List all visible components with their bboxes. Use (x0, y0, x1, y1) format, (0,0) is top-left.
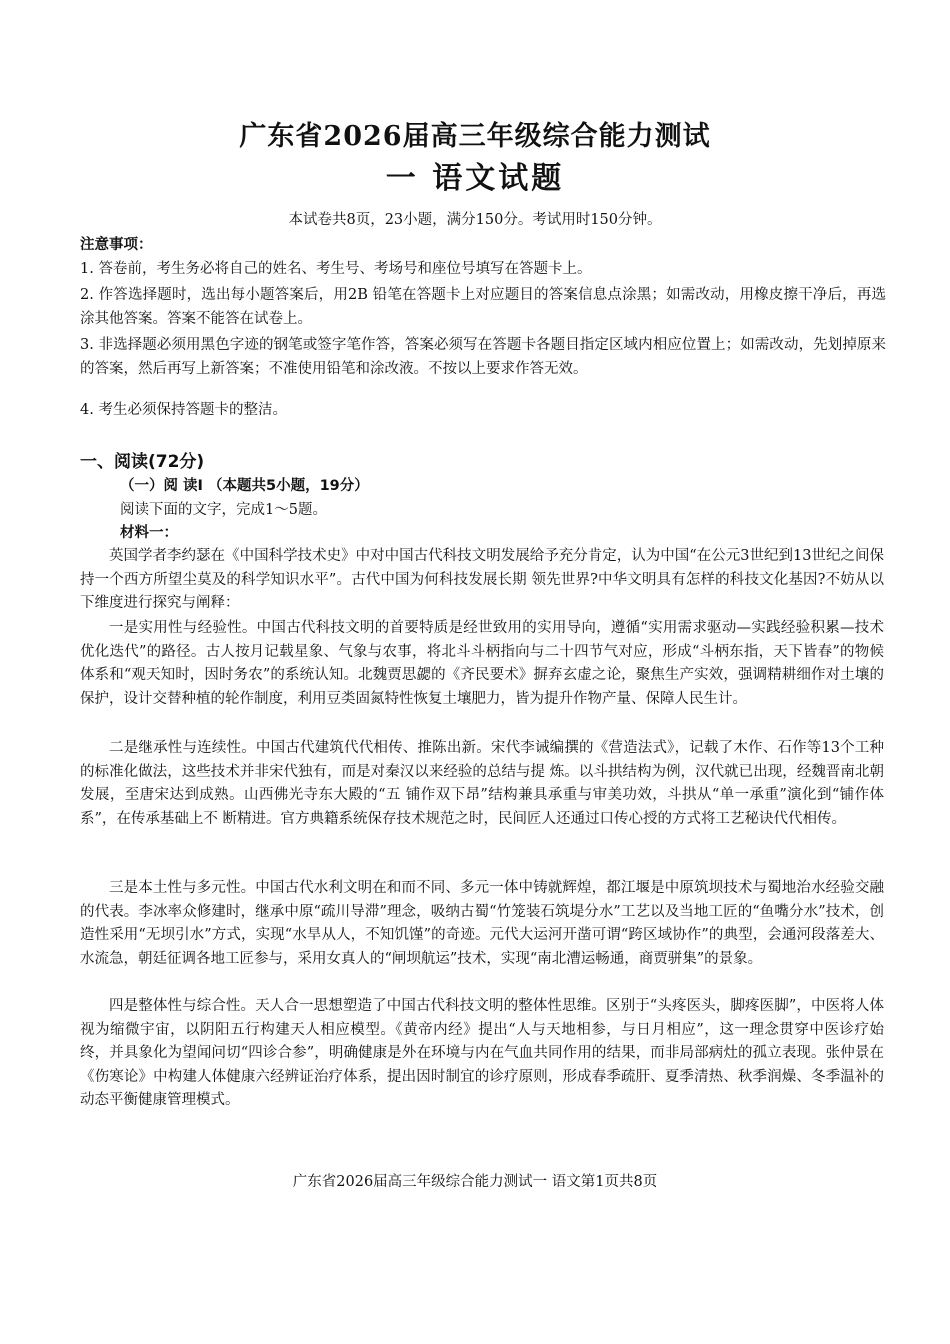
passage-paragraph: 一是实用性与经验性。中国古代科技文明的首要特质是经世致用的实用导向，遵循“实用需求驱动—实践经验积累—技术优化迭代”的路径。古人按月记载星象、气象与农事，将北斗斗柄指向与二十四节气对应，形成“斗柄东指，天下皆春”的物候体系和“观天知时，因时务农”的系统认知。北魏贾思勰的《齐民要术》摒弃玄虚之论，聚焦生产实效，强调精耕细作对土壤的保护，设计交替种植的轮作制度，利用豆类固氮特性恢复土壤肥力，皆为提升作物产量、保障人民生计。 (80, 620, 884, 707)
exam-title: 广东省2026届高三年级综合能力测试 (239, 121, 711, 152)
passage-paragraph: 英国学者李约瑟在《中国科学技术史》中对中国古代科技文明发展给予充分肯定，认为中国“在公元3世纪到13世纪之间保持一个西方所望尘莫及的科学知识水平”。古代中国为何科技发展长期 领先世界?中华文明具有怎样的科技文化基因?不妨从以下维度进行探究与阐释： (80, 548, 884, 612)
section-heading: 一、阅读(72分) (80, 452, 205, 472)
exam-subject-title: 一 语文试题 (385, 161, 565, 196)
instruction-text: 阅读下面的文字，完成1～5题。 (120, 502, 327, 518)
passage-paragraph: 二是继承性与连续性。中国古代建筑代代相传、推陈出新。宋代李诫编撰的《营造法式》，记载了木作、石作等13个工种的标准化做法，这些技术并非宋代独有，而是对秦汉以来经验的总结与提 炼。以斗拱结构为例，汉代就已出现，经魏晋南北朝发展，至唐宋达到成熟。山西佛光寺东大殿的“五 铺作双下昂”结构兼具承重与审美功效，斗拱从“单一承重”演化到“铺作体系”，在传承基础上不 断精进。官方典籍系统保存技术规范之时，民间匠人还通过口传心授的方式将工艺秘诀代代相传。 (80, 740, 884, 827)
notice-item: 3. 非选择题必须用黑色字迹的钢笔或签字笔作答，答案必须写在答题卡各题目指定区域内相应位置上；如需改动，先划掉原来的答案，然后再写上新答案；不准使用铅笔和涂改液。不按以上要求作答无效。 (80, 337, 886, 377)
passage-paragraph: 四是整体性与综合性。天人合一思想塑造了中国古代科技文明的整体性思维。区别于“头疼医头，脚疼医脚”，中医将人体视为缩微宇宙，以阴阳五行构建天人相应模型。《黄帝内经》提出“人与天地相参，与日月相应”，这一理念贯穿中医诊疗始终，并具象化为望闻问切“四诊合参”，明确健康是外在环境与内在气血共同作用的结果，而非局部病灶的孤立表现。张仲景在《伤寒论》中构建人体健康六经辨证治疗体系，提出因时制宜的诊疗原则，形成春季疏肝、夏季清热、秋季润燥、冬季温补的动态平衡健康管理模式。 (80, 998, 884, 1109)
page-footer: 广东省2026届高三年级综合能力测试一 语文第1页共8页 (292, 1174, 658, 1190)
notice-item: 2. 作答选择题时，选出每小题答案后，用2B 铅笔在答题卡上对应题目的答案信息点涂黑；如需改动，用橡皮擦干净后，再选涂其他答案。答案不能答在试卷上。 (80, 287, 886, 327)
material-label: 材料一： (120, 525, 178, 541)
notice-item: 1. 答卷前，考生务必将自己的姓名、考生号、考场号和座位号填写在答题卡上。 (80, 261, 592, 277)
exam-info: 本试卷共8页，23小题，满分150分。考试用时150分钟。 (288, 212, 662, 228)
subsection-heading: （一）阅 读I （本题共5小题，19分） (120, 478, 369, 494)
notice-heading: 注意事项： (80, 237, 153, 253)
passage-paragraph: 三是本土性与多元性。中国古代水利文明在和而不同、多元一体中铸就辉煌，都江堰是中原筑坝技术与蜀地治水经验交融的代表。李冰率众修建时，继承中原“疏川导滞”理念，吸纳古蜀“竹笼装石筑堤分水”工艺以及当地工匠的“鱼嘴分水”技术，创造性采用“无坝引水”方式，实现“水旱从人，不知饥馑”的奇迹。元代大运河开凿可谓“跨区域协作”的典型，会通河段落差大、水流急，朝廷征调各地工匠参与，采用女真人的“闸坝航运”技术，实现“南北漕运畅通，商贾骈集”的景象。 (80, 880, 884, 967)
notice-item: 4. 考生必须保持答题卡的整洁。 (80, 402, 287, 418)
